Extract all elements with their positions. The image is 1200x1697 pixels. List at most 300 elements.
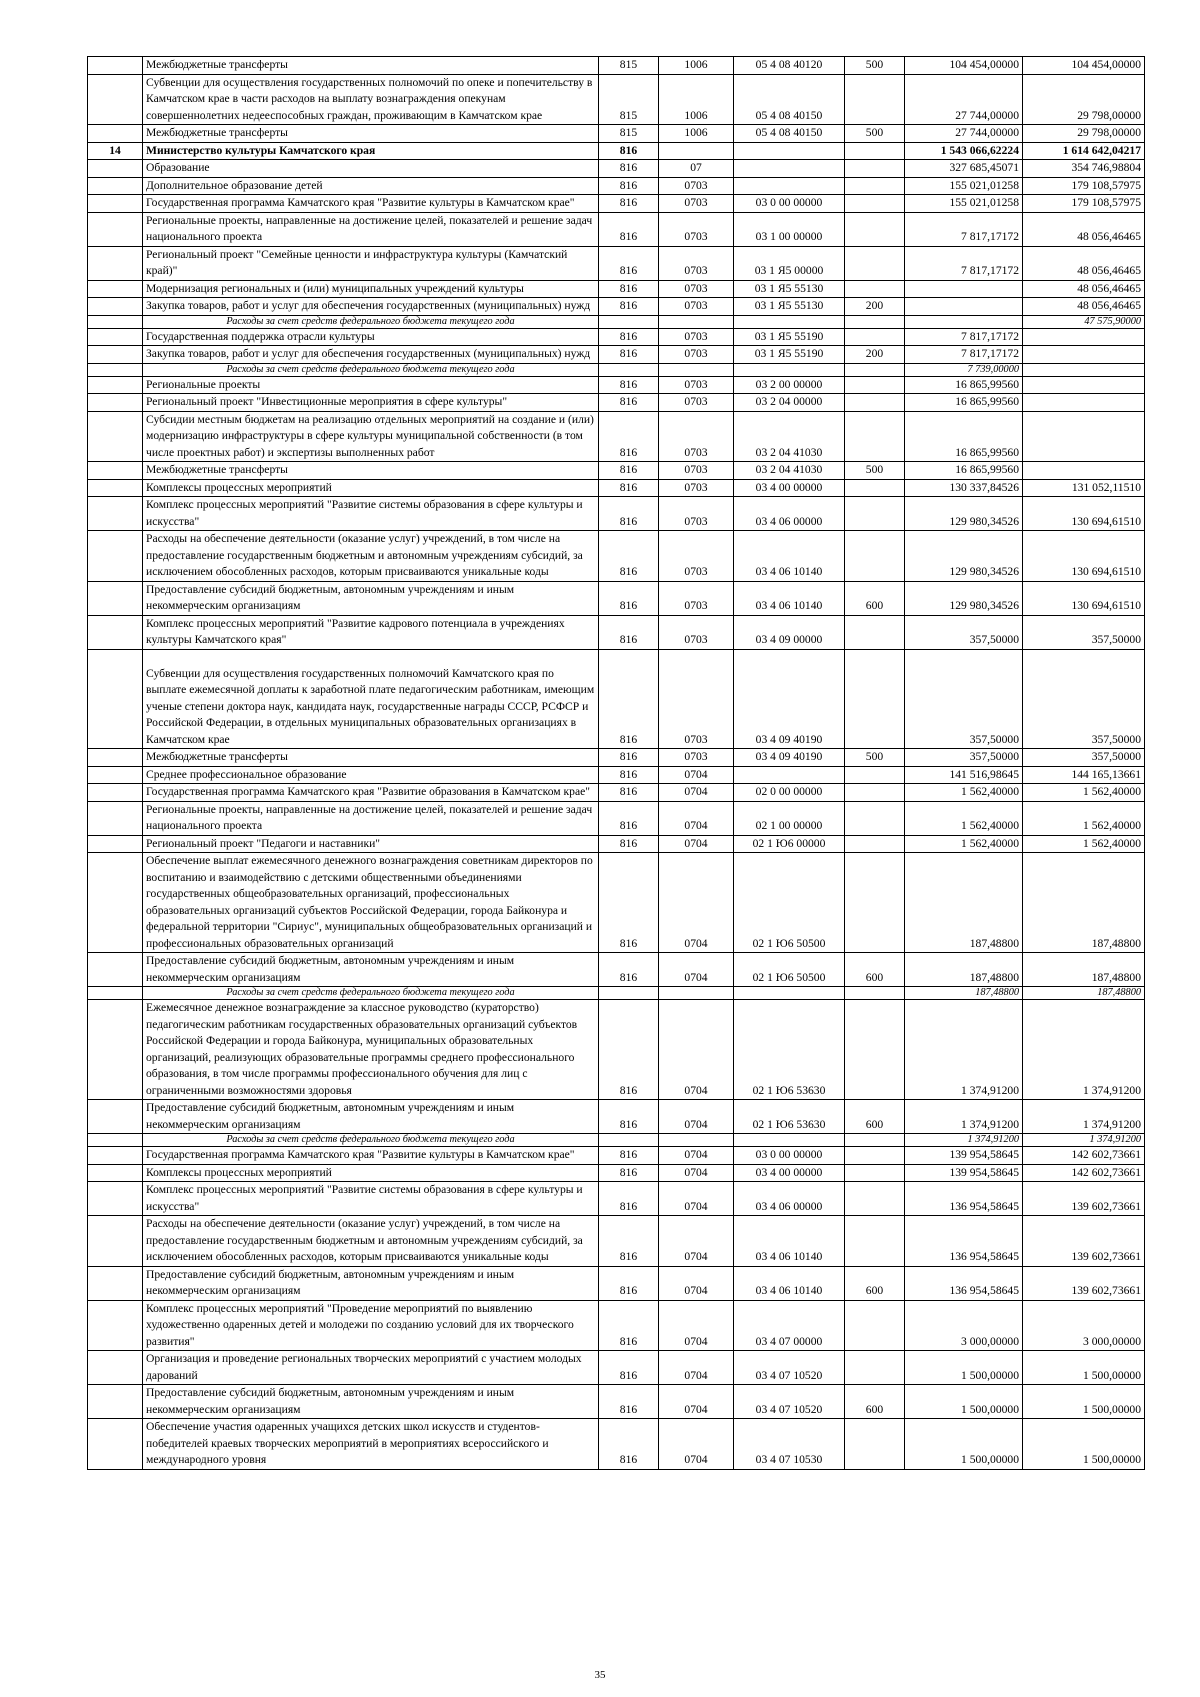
table-row: [88, 784, 1145, 802]
amount-year-2-cell: 1 562,40000: [1023, 835, 1145, 853]
expense-type-cell: 500: [845, 57, 905, 75]
section-code-cell: [659, 363, 734, 376]
expense-type-cell: [845, 74, 905, 125]
amount-year-2-cell: 48 056,46465: [1023, 280, 1145, 298]
row-number-cell: [88, 1419, 143, 1470]
target-article-cell: 03 2 04 41030: [734, 411, 845, 462]
target-article-cell: [734, 177, 845, 195]
row-number-cell: [88, 160, 143, 178]
section-code-cell: [659, 142, 734, 160]
description-cell: Предоставление субсидий бюджетным, автономным учреждениям и иным некоммерческим организациям: [143, 1266, 599, 1300]
row-number-cell: [88, 462, 143, 480]
amount-year-1-cell: 104 454,00000: [905, 57, 1023, 75]
amount-year-2-cell: 1 500,00000: [1023, 1419, 1145, 1470]
section-code-cell: [659, 315, 734, 328]
target-article-cell: 02 1 Ю6 00000: [734, 835, 845, 853]
description-cell: Дополнительное образование детей: [143, 177, 599, 195]
row-number-cell: [88, 125, 143, 143]
amount-year-2-cell: 187,48800: [1023, 953, 1145, 987]
target-article-cell: 03 4 06 10140: [734, 581, 845, 615]
grbs-code-cell: 816: [599, 1266, 659, 1300]
grbs-code-cell: 816: [599, 280, 659, 298]
amount-year-2-cell: 1 562,40000: [1023, 801, 1145, 835]
amount-year-1-cell: 27 744,00000: [905, 74, 1023, 125]
description-cell: Субвенции для осуществления государственных полномочий по опеке и попечительству в Камчатском крае в части расходов на выплату вознаграждения опекунам совершеннолетних недееспособных граждан, проживающим в Камчатском крае: [143, 74, 599, 125]
expense-type-cell: [845, 246, 905, 280]
target-article-cell: [734, 363, 845, 376]
target-article-cell: 03 4 06 10140: [734, 531, 845, 582]
amount-year-2-cell: 142 602,73661: [1023, 1147, 1145, 1165]
budget-table: [87, 56, 1145, 1470]
amount-year-2-cell: 1 374,91200: [1023, 1000, 1145, 1100]
amount-year-1-cell: 16 865,99560: [905, 462, 1023, 480]
grbs-code-cell: 816: [599, 766, 659, 784]
table-row: [88, 212, 1145, 246]
section-code-cell: 0703: [659, 246, 734, 280]
table-row: [88, 1182, 1145, 1216]
section-code-cell: 0703: [659, 280, 734, 298]
expense-type-cell: 600: [845, 581, 905, 615]
amount-year-2-cell: [1023, 394, 1145, 412]
table-row: [88, 531, 1145, 582]
description-cell: Региональный проект "Педагоги и наставники": [143, 835, 599, 853]
expense-type-cell: [845, 394, 905, 412]
amount-year-2-cell: 130 694,61510: [1023, 497, 1145, 531]
amount-year-1-cell: 1 374,91200: [905, 1100, 1023, 1134]
amount-year-2-cell: 104 454,00000: [1023, 57, 1145, 75]
federal-funds-note-row: [88, 315, 1145, 328]
row-number-cell: [88, 195, 143, 213]
section-code-cell: 0703: [659, 581, 734, 615]
expense-type-cell: 200: [845, 298, 905, 316]
row-number-cell: [88, 1000, 143, 1100]
table-row: [88, 953, 1145, 987]
amount-year-1-cell: [905, 280, 1023, 298]
section-code-cell: 0703: [659, 649, 734, 749]
description-cell: Комплекс процессных мероприятий "Развитие системы образования в сфере культуры и искусства": [143, 497, 599, 531]
table-row: [88, 462, 1145, 480]
target-article-cell: 03 1 Я5 00000: [734, 246, 845, 280]
expense-type-cell: [845, 835, 905, 853]
amount-year-2-cell: 142 602,73661: [1023, 1164, 1145, 1182]
target-article-cell: 03 0 00 00000: [734, 195, 845, 213]
amount-year-1-cell: [905, 315, 1023, 328]
amount-year-2-cell: 139 602,73661: [1023, 1216, 1145, 1267]
table-row: [88, 280, 1145, 298]
amount-year-1-cell: 129 980,34526: [905, 531, 1023, 582]
grbs-code-cell: 816: [599, 1300, 659, 1351]
table-row: [88, 1164, 1145, 1182]
grbs-code-cell: 815: [599, 57, 659, 75]
section-code-cell: 0704: [659, 1000, 734, 1100]
description-cell: Региональные проекты: [143, 376, 599, 394]
amount-year-2-cell: 48 056,46465: [1023, 298, 1145, 316]
section-code-cell: 0703: [659, 749, 734, 767]
expense-type-cell: [845, 649, 905, 749]
amount-year-2-cell: 1 500,00000: [1023, 1385, 1145, 1419]
amount-year-1-cell: 155 021,01258: [905, 177, 1023, 195]
amount-year-2-cell: 130 694,61510: [1023, 581, 1145, 615]
amount-year-1-cell: 7 817,17172: [905, 328, 1023, 346]
amount-year-1-cell: 3 000,00000: [905, 1300, 1023, 1351]
section-code-cell: 0703: [659, 195, 734, 213]
federal-funds-note-row: [88, 363, 1145, 376]
amount-year-1-cell: 139 954,58645: [905, 1164, 1023, 1182]
target-article-cell: 03 4 06 10140: [734, 1266, 845, 1300]
description-cell: Государственная поддержка отрасли культуры: [143, 328, 599, 346]
table-row: [88, 835, 1145, 853]
row-number-cell: [88, 411, 143, 462]
section-code-cell: 0704: [659, 1300, 734, 1351]
description-cell: Региональный проект "Семейные ценности и инфраструктура культуры (Камчатский край)": [143, 246, 599, 280]
target-article-cell: 03 4 09 40190: [734, 649, 845, 749]
table-row: [88, 195, 1145, 213]
amount-year-1-cell: 139 954,58645: [905, 1147, 1023, 1165]
target-article-cell: 03 1 Я5 55190: [734, 346, 845, 364]
row-number-cell: [88, 953, 143, 987]
section-code-cell: 0704: [659, 1100, 734, 1134]
description-cell: Расходы за счет средств федерального бюджета текущего года: [143, 363, 599, 376]
grbs-code-cell: 816: [599, 1351, 659, 1385]
grbs-code-cell: [599, 315, 659, 328]
section-code-cell: 0704: [659, 1419, 734, 1470]
section-code-cell: 0703: [659, 497, 734, 531]
target-article-cell: 03 4 07 00000: [734, 1300, 845, 1351]
description-cell: Предоставление субсидий бюджетным, автономным учреждениям и иным некоммерческим организациям: [143, 581, 599, 615]
amount-year-1-cell: 136 954,58645: [905, 1266, 1023, 1300]
description-cell: Государственная программа Камчатского края "Развитие образования в Камчатском крае": [143, 784, 599, 802]
grbs-code-cell: 816: [599, 160, 659, 178]
grbs-code-cell: 816: [599, 1000, 659, 1100]
expense-type-cell: [845, 376, 905, 394]
grbs-code-cell: 816: [599, 346, 659, 364]
amount-year-1-cell: 187,48800: [905, 987, 1023, 1000]
amount-year-1-cell: 187,48800: [905, 853, 1023, 953]
row-number-cell: [88, 394, 143, 412]
expense-type-cell: [845, 411, 905, 462]
target-article-cell: 03 2 00 00000: [734, 376, 845, 394]
amount-year-2-cell: 1 500,00000: [1023, 1351, 1145, 1385]
amount-year-1-cell: 1 374,91200: [905, 1134, 1023, 1147]
table-row: [88, 1419, 1145, 1470]
amount-year-1-cell: 141 516,98645: [905, 766, 1023, 784]
target-article-cell: 02 1 Ю6 50500: [734, 853, 845, 953]
amount-year-2-cell: 131 052,11510: [1023, 479, 1145, 497]
grbs-code-cell: 816: [599, 615, 659, 649]
grbs-code-cell: 816: [599, 1385, 659, 1419]
table-row: [88, 479, 1145, 497]
amount-year-1-cell: 1 562,40000: [905, 801, 1023, 835]
amount-year-1-cell: 1 562,40000: [905, 835, 1023, 853]
section-code-cell: 0703: [659, 212, 734, 246]
row-number-cell: [88, 1182, 143, 1216]
description-cell: Министерство культуры Камчатского края: [143, 142, 599, 160]
target-article-cell: 03 4 06 10140: [734, 1216, 845, 1267]
grbs-code-cell: 816: [599, 749, 659, 767]
expense-type-cell: [845, 784, 905, 802]
table-row: [88, 1300, 1145, 1351]
grbs-code-cell: 816: [599, 298, 659, 316]
row-number-cell: [88, 212, 143, 246]
row-number-cell: [88, 479, 143, 497]
grbs-code-cell: [599, 363, 659, 376]
description-cell: Среднее профессиональное образование: [143, 766, 599, 784]
description-cell: Региональные проекты, направленные на достижение целей, показателей и решение задач национального проекта: [143, 212, 599, 246]
section-code-cell: 0703: [659, 531, 734, 582]
target-article-cell: 02 1 Ю6 53630: [734, 1100, 845, 1134]
expense-type-cell: [845, 1182, 905, 1216]
expense-type-cell: 200: [845, 346, 905, 364]
amount-year-2-cell: 187,48800: [1023, 987, 1145, 1000]
expense-type-cell: [845, 853, 905, 953]
grbs-code-cell: 816: [599, 394, 659, 412]
section-code-cell: 0704: [659, 801, 734, 835]
amount-year-2-cell: 179 108,57975: [1023, 177, 1145, 195]
section-code-cell: 0703: [659, 394, 734, 412]
expense-type-cell: 500: [845, 462, 905, 480]
table-row: [88, 649, 1145, 749]
amount-year-1-cell: 327 685,45071: [905, 160, 1023, 178]
section-code-cell: 0703: [659, 298, 734, 316]
grbs-code-cell: 816: [599, 531, 659, 582]
grbs-code-cell: 816: [599, 853, 659, 953]
row-number-cell: [88, 784, 143, 802]
amount-year-1-cell: 1 562,40000: [905, 784, 1023, 802]
amount-year-2-cell: [1023, 328, 1145, 346]
table-row: [88, 328, 1145, 346]
amount-year-2-cell: 48 056,46465: [1023, 212, 1145, 246]
description-cell: Комплекс процессных мероприятий "Развитие системы образования в сфере культуры и искусства": [143, 1182, 599, 1216]
federal-funds-note-row: [88, 987, 1145, 1000]
row-number-cell: [88, 1164, 143, 1182]
row-number-cell: [88, 57, 143, 75]
table-row: [88, 581, 1145, 615]
amount-year-2-cell: 144 165,13661: [1023, 766, 1145, 784]
row-number-cell: [88, 615, 143, 649]
table-row: [88, 1216, 1145, 1267]
grbs-code-cell: 816: [599, 411, 659, 462]
expense-type-cell: [845, 615, 905, 649]
amount-year-1-cell: 1 500,00000: [905, 1419, 1023, 1470]
amount-year-2-cell: 357,50000: [1023, 615, 1145, 649]
table-row: [88, 411, 1145, 462]
description-cell: Межбюджетные трансферты: [143, 125, 599, 143]
table-row: [88, 177, 1145, 195]
target-article-cell: 02 1 00 00000: [734, 801, 845, 835]
amount-year-1-cell: 7 817,17172: [905, 212, 1023, 246]
amount-year-1-cell: 16 865,99560: [905, 376, 1023, 394]
table-row: [88, 142, 1145, 160]
table-row: [88, 57, 1145, 75]
section-code-cell: 0703: [659, 328, 734, 346]
row-number-cell: [88, 1266, 143, 1300]
section-code-cell: 0703: [659, 376, 734, 394]
description-cell: Закупка товаров, работ и услуг для обеспечения государственных (муниципальных) нужд: [143, 346, 599, 364]
amount-year-2-cell: 179 108,57975: [1023, 195, 1145, 213]
grbs-code-cell: 816: [599, 1100, 659, 1134]
table-row: [88, 801, 1145, 835]
section-code-cell: 1006: [659, 74, 734, 125]
target-article-cell: 03 1 Я5 55130: [734, 280, 845, 298]
expense-type-cell: [845, 531, 905, 582]
amount-year-2-cell: [1023, 363, 1145, 376]
amount-year-2-cell: 139 602,73661: [1023, 1266, 1145, 1300]
expense-type-cell: [845, 479, 905, 497]
section-code-cell: 07: [659, 160, 734, 178]
amount-year-2-cell: 1 614 642,04217: [1023, 142, 1145, 160]
grbs-code-cell: 816: [599, 953, 659, 987]
target-article-cell: 03 4 07 10520: [734, 1385, 845, 1419]
section-code-cell: 0704: [659, 1385, 734, 1419]
table-row: [88, 1147, 1145, 1165]
table-row: [88, 853, 1145, 953]
row-number-cell: [88, 987, 143, 1000]
amount-year-1-cell: 1 500,00000: [905, 1351, 1023, 1385]
table-row: [88, 125, 1145, 143]
grbs-code-cell: 816: [599, 1216, 659, 1267]
grbs-code-cell: [599, 987, 659, 1000]
expense-type-cell: [845, 160, 905, 178]
amount-year-1-cell: 1 374,91200: [905, 1000, 1023, 1100]
row-number-cell: [88, 531, 143, 582]
table-row: [88, 766, 1145, 784]
amount-year-2-cell: 1 562,40000: [1023, 784, 1145, 802]
amount-year-1-cell: 155 021,01258: [905, 195, 1023, 213]
row-number-cell: [88, 801, 143, 835]
expense-type-cell: 600: [845, 953, 905, 987]
table-row: [88, 346, 1145, 364]
row-number-cell: [88, 376, 143, 394]
section-code-cell: 0703: [659, 615, 734, 649]
description-cell: Государственная программа Камчатского края "Развитие культуры в Камчатском крае": [143, 1147, 599, 1165]
row-number-cell: [88, 749, 143, 767]
description-cell: Комплекс процессных мероприятий "Проведение мероприятий по выявлению художественно одаренных детей и молодежи по созданию условий для их творческого развития": [143, 1300, 599, 1351]
expense-type-cell: [845, 280, 905, 298]
section-code-cell: 0703: [659, 479, 734, 497]
target-article-cell: [734, 1134, 845, 1147]
amount-year-2-cell: 29 798,00000: [1023, 74, 1145, 125]
table-row: [88, 497, 1145, 531]
amount-year-2-cell: [1023, 346, 1145, 364]
description-cell: Субвенции для осуществления государственных полномочий Камчатского края по выплате ежемесячной доплаты к заработной плате педагогическим работникам, имеющим ученые степени доктора наук, кандидата наук, государственные награды СССР, РСФСР и Российской Федерации, в отдельных муниципальных образовательных организациях в Камчатском крае: [143, 649, 599, 749]
amount-year-1-cell: 16 865,99560: [905, 394, 1023, 412]
expense-type-cell: 600: [845, 1266, 905, 1300]
amount-year-2-cell: 3 000,00000: [1023, 1300, 1145, 1351]
section-code-cell: 0704: [659, 766, 734, 784]
grbs-code-cell: 816: [599, 581, 659, 615]
row-number-cell: 14: [88, 142, 143, 160]
amount-year-1-cell: 1 543 066,62224: [905, 142, 1023, 160]
expense-type-cell: [845, 142, 905, 160]
row-number-cell: [88, 1300, 143, 1351]
amount-year-2-cell: 29 798,00000: [1023, 125, 1145, 143]
description-cell: Региональные проекты, направленные на достижение целей, показателей и решение задач национального проекта: [143, 801, 599, 835]
row-number-cell: [88, 315, 143, 328]
amount-year-1-cell: 16 865,99560: [905, 411, 1023, 462]
grbs-code-cell: 816: [599, 462, 659, 480]
target-article-cell: [734, 160, 845, 178]
description-cell: Предоставление субсидий бюджетным, автономным учреждениям и иным некоммерческим организациям: [143, 1385, 599, 1419]
section-code-cell: [659, 1134, 734, 1147]
target-article-cell: 03 4 00 00000: [734, 1164, 845, 1182]
table-row: [88, 1100, 1145, 1134]
amount-year-1-cell: 357,50000: [905, 749, 1023, 767]
row-number-cell: [88, 346, 143, 364]
amount-year-1-cell: 187,48800: [905, 953, 1023, 987]
target-article-cell: [734, 987, 845, 1000]
amount-year-2-cell: 48 056,46465: [1023, 246, 1145, 280]
expense-type-cell: 500: [845, 749, 905, 767]
section-code-cell: 0704: [659, 953, 734, 987]
amount-year-1-cell: [905, 298, 1023, 316]
description-cell: Закупка товаров, работ и услуг для обеспечения государственных (муниципальных) нужд: [143, 298, 599, 316]
section-code-cell: 0703: [659, 346, 734, 364]
grbs-code-cell: 816: [599, 328, 659, 346]
amount-year-2-cell: [1023, 411, 1145, 462]
expense-type-cell: [845, 1134, 905, 1147]
section-code-cell: 0703: [659, 462, 734, 480]
grbs-code-cell: 816: [599, 649, 659, 749]
expense-type-cell: [845, 363, 905, 376]
row-number-cell: [88, 363, 143, 376]
table-row: [88, 74, 1145, 125]
description-cell: Предоставление субсидий бюджетным, автономным учреждениям и иным некоммерческим организациям: [143, 1100, 599, 1134]
target-article-cell: [734, 766, 845, 784]
expense-type-cell: [845, 1147, 905, 1165]
section-code-cell: [659, 987, 734, 1000]
grbs-code-cell: 816: [599, 142, 659, 160]
section-code-cell: 0704: [659, 853, 734, 953]
grbs-code-cell: 816: [599, 1419, 659, 1470]
target-article-cell: [734, 142, 845, 160]
expense-type-cell: [845, 328, 905, 346]
expense-type-cell: [845, 1164, 905, 1182]
grbs-code-cell: 816: [599, 177, 659, 195]
target-article-cell: 03 2 04 41030: [734, 462, 845, 480]
row-number-cell: [88, 1385, 143, 1419]
expense-type-cell: [845, 987, 905, 1000]
description-cell: Комплексы процессных мероприятий: [143, 479, 599, 497]
section-code-cell: 0704: [659, 1266, 734, 1300]
amount-year-1-cell: 129 980,34526: [905, 581, 1023, 615]
row-number-cell: [88, 298, 143, 316]
grbs-code-cell: 816: [599, 376, 659, 394]
amount-year-2-cell: [1023, 376, 1145, 394]
row-number-cell: [88, 497, 143, 531]
target-article-cell: 03 0 00 00000: [734, 1147, 845, 1165]
amount-year-2-cell: 130 694,61510: [1023, 531, 1145, 582]
description-cell: Расходы за счет средств федерального бюджета текущего года: [143, 1134, 599, 1147]
expense-type-cell: [845, 315, 905, 328]
amount-year-2-cell: 1 374,91200: [1023, 1134, 1145, 1147]
amount-year-1-cell: 7 817,17172: [905, 246, 1023, 280]
section-code-cell: 0704: [659, 1164, 734, 1182]
row-number-cell: [88, 280, 143, 298]
row-number-cell: [88, 1216, 143, 1267]
amount-year-2-cell: 187,48800: [1023, 853, 1145, 953]
amount-year-1-cell: 7 817,17172: [905, 346, 1023, 364]
target-article-cell: 03 4 06 00000: [734, 497, 845, 531]
table-row: [88, 376, 1145, 394]
federal-funds-note-row: [88, 1134, 1145, 1147]
amount-year-1-cell: 130 337,84526: [905, 479, 1023, 497]
target-article-cell: 02 1 Ю6 50500: [734, 953, 845, 987]
row-number-cell: [88, 1134, 143, 1147]
amount-year-2-cell: 357,50000: [1023, 649, 1145, 749]
expense-type-cell: [845, 1300, 905, 1351]
table-row: [88, 160, 1145, 178]
description-cell: Расходы на обеспечение деятельности (оказание услуг) учреждений, в том числе на предоставление государственным бюджетным и автономным учреждениям субсидий, за исключением обособленных расходов, которым присваиваются уникальные коды: [143, 531, 599, 582]
